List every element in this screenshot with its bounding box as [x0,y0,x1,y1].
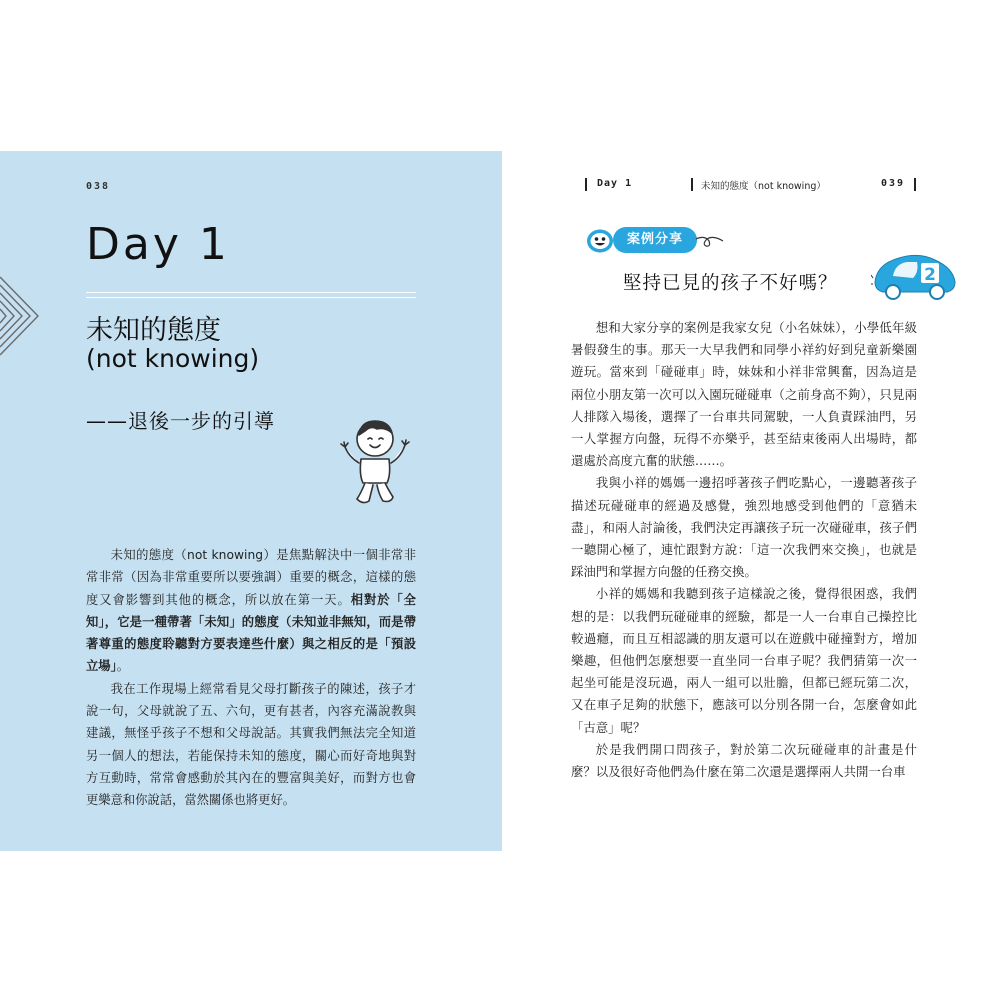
chapter-title: 未知的態度 [86,315,221,346]
body-text [86,544,416,812]
bumper-car-illustration [871,248,961,302]
case-title: 堅持已見的孩子不好嗎？ [623,273,838,294]
divider [86,292,416,293]
chapter-tagline: ——退後一步的引導 [86,409,275,433]
running-head-bar [914,178,916,191]
diagonal-stripes-decoration [0,273,40,359]
running-head-bar [691,178,693,191]
smiley-face-icon [585,228,615,254]
day-title: Day 1 [86,219,230,270]
left-page [0,151,502,851]
paragraph: 想和大家分享的案例是我家女兒（小名妹妹），小學低年級暑假發生的事。那天一大早我們和同學小祥約好到兒童新樂園遊玩。當來到「碰碰車」時，妹妹和小祥非常興奮，因為這是兩位小朋友第一次可以入園玩碰碰車（之前身高不夠），只見兩人排隊入場後，選擇了一台車共同駕駛，一人負責踩油門，另一人掌握方向盤，玩得不亦樂乎，甚至結束後兩人出場時，都還處於高度亢奮的狀態……。 [571,320,917,469]
paragraph-text: 未知的態度（not knowing）是焦點解決中一個非常非常非常（因為非常重要所以要強調）重要的概念，這樣的態度又會影響到其他的概念，所以放在第一天。 [86,548,416,607]
right-page [541,151,1000,851]
paragraph: 於是我們開口問孩子，對於第二次玩碰碰車的計畫是什麼？以及很好奇他們為什麼在第二次還是選擇兩人共開一台車 [571,741,917,780]
bold-text: 相對於「全知」，它是一種帶著「未知」的態度（未知並非無知，而是帶著尊重的態度聆聽對方要表達些什麼）與之相反的是「預設立場」 [86,592,416,674]
page-number: 039 [881,178,906,189]
car-number: 2 [924,265,936,285]
jumping-child-illustration [337,413,415,513]
page-number: 038 [86,181,111,192]
running-head-title: 未知的態度（not knowing） [701,181,826,192]
paragraph [86,544,416,678]
chapter-subtitle: (not knowing) [86,344,260,373]
swirl-icon [695,231,725,251]
running-head-bar [585,178,587,191]
paragraph-text: 。 [116,659,130,674]
case-share-label: 案例分享 [613,227,697,253]
divider [86,297,416,298]
running-head-day: Day 1 [597,178,633,189]
paragraph: 我與小祥的媽媽一邊招呼著孩子們吃點心，一邊聽著孩子描述玩碰碰車的經過及感覺，強烈地感受到他們的「意猶未盡」，和兩人討論後，我們決定再讓孩子玩一次碰碰車，孩子們一聽開心極了，連忙跟對方說：「這一次我們來交換」，也就是踩油門和掌握方向盤的任務交換。 [571,475,917,580]
paragraph: 小祥的媽媽和我聽到孩子這樣說之後，覺得很困惑，我們想的是：以我們玩碰碰車的經驗，都是一人一台車自己操控比較過癮，而且互相認識的朋友還可以在遊戲中碰撞對方，增加樂趣，但他們怎麼想要一直坐同一台車子呢？我們猜第一次一起坐可能是沒玩過，兩人一組可以壯膽，但都已經玩第二次，又在車子足夠的狀態下，應該可以分別各開一台，怎麼會如此「古意」呢？ [571,586,917,735]
paragraph: 我在工作現場上經常看見父母打斷孩子的陳述，孩子才說一句，父母就說了五、六句，更有甚者，內容充滿說教與建議，無怪乎孩子不想和父母說話。其實我們無法完全知道另一個人的想法，若能保持未知的態度，關心而好奇地與對方互動時，常常會感動於其內在的豐富與美好，而對方也會更樂意和你說話，當然關係也將更好。 [86,681,416,808]
body-text [571,317,917,783]
